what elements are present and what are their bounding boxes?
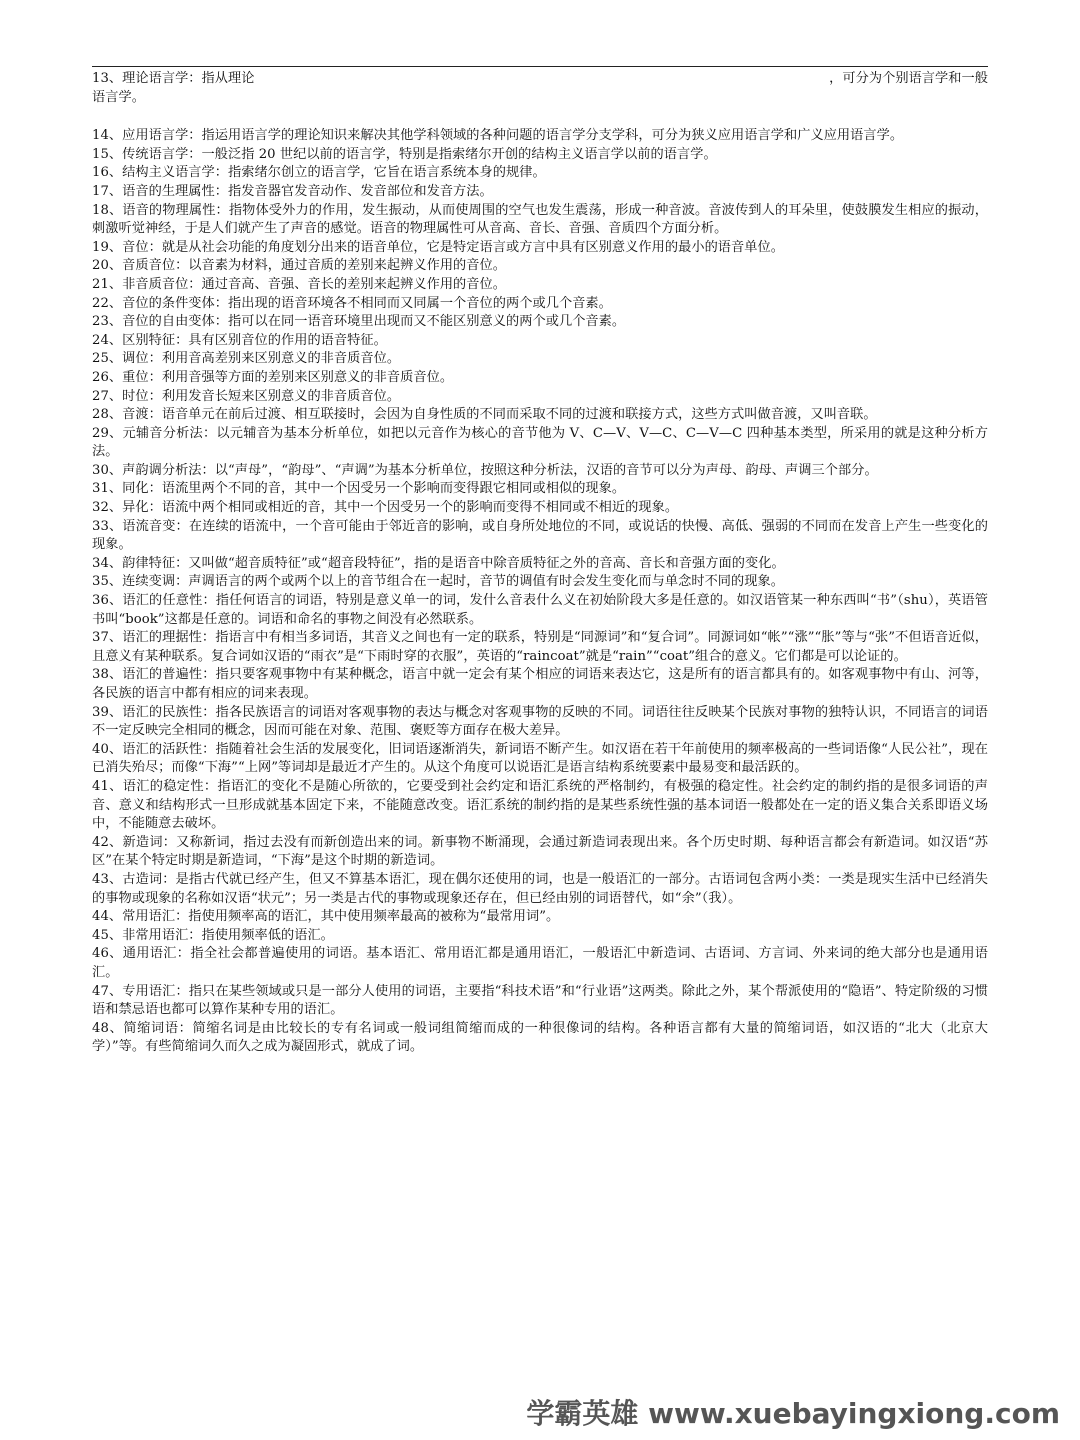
entry-item: 32、异化：语流中两个相同或相近的音，其中一个因受另一个的影响而变得不相同或不相近的现象。 <box>92 500 679 516</box>
entry-item: 47、专用语汇：指只在某些领域或只是一部分人使用的词语，主要指“科技术语”和“行业语”这两类。除此之外，某个帮派使用的“隐语”、特定阶级的习惯语和禁忌语也都可以算作某种专用的语汇。 <box>92 983 988 1018</box>
entry-item: 36、语汇的任意性：指任何语言的词语，特别是意义单一的词，发什么音表什么义在初始阶段大多是任意的。如汉语管某一种东西叫“书”（shu），英语管书叫“book”这都是任意的。词语和命名的事物之间没有必然联系。 <box>92 593 988 627</box>
entry-item: 38、语汇的普遍性：指只要客观事物中有某种概念，语言中就一定会有某个相应的词语来表达它，这是所有的语言都具有的。如客观事物中有山、河等，各民族的语言中都有相应的词来表现。 <box>92 667 988 701</box>
header-rule <box>92 66 988 67</box>
entry-item: 42、新造词：又称新词，指过去没有而新创造出来的词。新事物不断涌现，会通过新造词表现出来。各个历史时期、每种语言都会有新造词。如汉语“苏区”在某个特定时期是新造词，“下海”是这个时期的新造词。 <box>92 834 988 869</box>
entry-item: 23、音位的自由变体：指可以在同一语音环境里出现而又不能区别意义的两个或几个音素。 <box>92 314 626 330</box>
entry-13-start: 13、理论语言学：指从理论 <box>92 71 255 86</box>
entry-item: 25、调位：利用音高差别来区别意义的非音质音位。 <box>92 351 401 367</box>
document-body <box>92 70 988 1057</box>
entry-item: 18、语音的物理属性：指物体受外力的作用，发生振动，从而使周围的空气也发生震荡，形成一种音波。音波传到人的耳朵里，使鼓膜发生相应的振动，刺激听觉神经，于是人们就产生了声音的感觉。语音的物理属性可从音高、音长、音强、音质四个方面分析。 <box>92 202 988 237</box>
entry-item: 28、音渡：语音单元在前后过渡、相互联接时，会因为自身性质的不同而采取不同的过渡和联接方式，这些方式叫做音渡，又叫音联。 <box>92 407 877 423</box>
entry-item: 48、简缩词语：简缩名词是由比较长的专有名词或一般词组简缩而成的一种很像词的结构。各种语言都有大量的简缩词语，如汉语的“北大（北京大学）”等。有些简缩词久而久之成为凝固形式，就成了词。 <box>92 1020 988 1055</box>
entry-item: 31、同化：语流里两个不同的音，其中一个因受另一个影响而变得跟它相同或相似的现象。 <box>92 481 626 497</box>
entry-item: 30、声韵调分析法：以“声母”，“韵母”、“声调”为基本分析单位，按照这种分析法，汉语的音节可以分为声母、韵母、声调三个部分。 <box>92 462 878 478</box>
entry-item: 19、音位：就是从社会功能的角度划分出来的语音单位，它是特定语言或方言中具有区别意义作用的最小的语音单位。 <box>92 239 784 255</box>
entry-item: 24、区别特征：具有区别音位的作用的语音特征。 <box>92 332 387 348</box>
entry-item: 41、语汇的稳定性：指语汇的变化不是随心所欲的，它要受到社会约定和语汇系统的严格制约，有极强的稳定性。社会约定的制约指的是很多词语的声音、意义和结构形式一旦形成就基本固定下来，不能随意改变。语汇系统的制约指的是某些系统性强的基本词语一般都处在一定的语义集合关系即语义场中，不能随意去破坏。 <box>92 778 988 832</box>
entry-item: 44、常用语汇：指使用频率高的语汇，其中使用频率最高的被称为“最常用词”。 <box>92 909 560 925</box>
entry-item: 16、结构主义语言学：指索绪尔创立的语言学，它旨在语言系统本身的规律。 <box>92 165 546 181</box>
entry-item: 40、语汇的活跃性：指随着社会生活的发展变化，旧词语逐渐消失，新词语不断产生。如汉语在若干年前使用的频率极高的一些词语像“人民公社”，现在已消失殆尽；而像“下海”“上网”等词却是最近才产生的。从这个角度可以说语汇是语言结构系统要素中最易变和最活跃的。 <box>92 741 988 776</box>
entry-list <box>92 127 988 1057</box>
entry-item: 35、连续变调：声调语言的两个或两个以上的音节组合在一起时，音节的调值有时会发生变化而与单念时不同的现象。 <box>92 574 784 590</box>
entry-item: 20、音质音位：以音素为材料，通过音质的差别来起辨义作用的音位。 <box>92 258 507 274</box>
entry-item: 33、语流音变：在连续的语流中，一个音可能由于邻近音的影响，或自身所处地位的不同，或说话的快慢、高低、强弱的不同而在发音上产生一些变化的现象。 <box>92 518 988 553</box>
entry-13-continuation: 语言学。 <box>92 89 145 105</box>
entry-item: 26、重位：利用音强等方面的差别来区别意义的非音质音位。 <box>92 369 454 385</box>
entry-item: 45、非常用语汇：指使用频率低的语汇。 <box>92 927 334 943</box>
entry-item: 46、通用语汇：指全社会都普遍使用的词语。基本语汇、常用语汇都是通用语汇，一般语汇中新造词、古语词、方言词、外来词的绝大部分也是通用语汇。 <box>92 946 988 980</box>
entry-item: 27、时位：利用发音长短来区别意义的非音质音位。 <box>92 388 401 404</box>
entry-13 <box>92 70 988 107</box>
entry-item: 17、语音的生理属性：指发音器官发音动作、发音部位和发音方法。 <box>92 183 493 199</box>
entry-item: 29、元辅音分析法：以元辅音为基本分析单位，如把以元音作为核心的音节他为 V、C—V、V—C、C—V—C 四种基本类型，所采用的就是这种分析方法。 <box>92 425 988 460</box>
entry-item: 37、语汇的理据性：指语言中有相当多词语，其音义之间也有一定的联系，特别是“同源词”和“复合词”。同源词如“帐”“涨”“胀”等与“张”不但语音近似，且意义有某种联系。复合词如汉语的“雨衣”是“下雨时穿的衣服”，英语的“raincoat”就是“rain”“coat”组合的意义。它们都是可以论证的。 <box>92 630 988 664</box>
entry-item: 15、传统语言学：一般泛指 20 世纪以前的语言学，特别是指索绪尔开创的结构主义语言学以前的语言学。 <box>92 146 717 162</box>
entry-item: 39、语汇的民族性：指各民族语言的词语对客观事物的表达与概念对客观事物的反映的不同。词语往往反映某个民族对事物的独特认识，不同语言的词语不一定反映完全相同的概念，因而可能在对象、范围、褒贬等方面存在极大差异。 <box>92 704 988 739</box>
entry-item: 34、韵律特征：又叫做“超音质特征”或“超音段特征”，指的是语音中除音质特征之外的音高、音长和音强方面的变化。 <box>92 555 785 571</box>
entry-item: 14、应用语言学：指运用语言学的理论知识来解决其他学科领域的各种问题的语言学分支学科，可分为狭义应用语言学和广义应用语言学。 <box>92 128 904 144</box>
entry-13-end: ，可分为个别语言学和一般 <box>829 71 988 86</box>
entry-item: 22、音位的条件变体：指出现的语音环境各不相同而又同属一个音位的两个或几个音素。 <box>92 295 612 311</box>
entry-item: 43、古造词：是指古代就已经产生，但又不算基本语汇，现在偶尔还使用的词，也是一般语汇的一部分。古语词包含两小类：一类是现实生活中已经消失的事物或现象的名称如汉语“状元”；另一类是古代的事物或现象还存在，但已经由别的词语替代，如“余”（我）。 <box>92 871 988 906</box>
entry-item: 21、非音质音位：通过音高、音强、音长的差别来起辨义作用的音位。 <box>92 276 507 292</box>
watermark-footer: 学霸英雄 www.xuebayingxiong.com <box>526 1397 1060 1430</box>
